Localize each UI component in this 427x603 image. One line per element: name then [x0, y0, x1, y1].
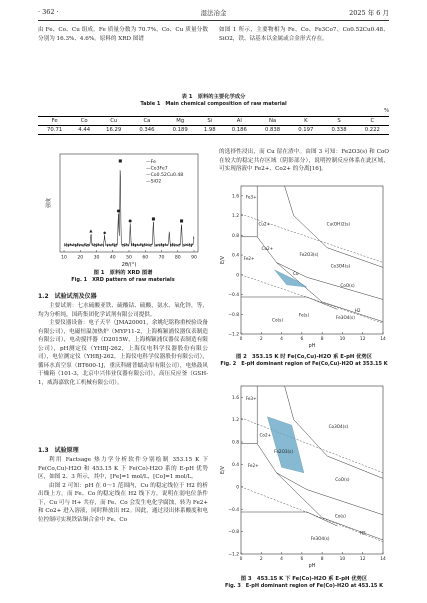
region-label: Fe3+ [245, 396, 257, 401]
table-header-cell: Fe [38, 117, 71, 126]
table-cell: 0.346 [130, 126, 163, 135]
y-tick-label: 0 [236, 273, 239, 279]
y-tick-label: 1.6 [232, 395, 239, 401]
table-header-cell: C [356, 117, 389, 126]
table-cell: 0.338 [322, 126, 355, 135]
region-label: Co3O4(s) [328, 424, 349, 429]
peak-marker: ■ [179, 218, 184, 223]
x-tick-label: 14 [380, 557, 386, 562]
peak-marker: ● [128, 218, 133, 223]
x-tick-label: 10 [339, 557, 346, 562]
region-label: Co2+ [261, 246, 274, 252]
x-tick-label: 6 [300, 557, 304, 562]
intro-right [219, 26, 389, 43]
figure1-caption-zh: 图 1 原料的 XRD 图谱 [93, 270, 153, 276]
table-cell: 0.838 [256, 126, 289, 135]
table-cell: 1.98 [197, 126, 223, 135]
table1-unit: % [383, 108, 389, 114]
region-label: CoO(s) [335, 477, 350, 483]
region-label: Fe2O3(s) [274, 449, 294, 455]
section-1-3-p1: 利用 Factsage 热力学分析软件分别绘制 353.15 K 下 Fe(Co,Cu)-H2O 和 453.15 K 下 Fe(Co)-H2O 系的 E-pH 优势区，如图 2、3 所示，其中，[Fe]=1 mol/L，[Co]=1 mol/L。 [38, 457, 208, 480]
page-header [38, 8, 389, 20]
x-tick-label: 2 [259, 557, 263, 562]
x-tick-label: 40 [109, 255, 116, 261]
region-label: Fe2O3(s) [299, 252, 319, 258]
peak-marker: ■ [118, 157, 123, 163]
x-tick-label: 4 [280, 557, 283, 562]
legend-entry: —Fe [146, 160, 156, 165]
y-axis-label: 强度 [46, 197, 52, 209]
y-axis-label: E/V [221, 256, 226, 264]
region-label: H2 [359, 530, 366, 536]
boundary-line [307, 490, 383, 515]
region-label: Fe(s) [298, 312, 309, 318]
fig2-plot [220, 186, 386, 349]
stable-region-shade [267, 417, 304, 473]
figure2-caption-en: Fig. 2 E-pH dominant region of Fe(Co,Cu)-H2O at 353.15 K [220, 361, 388, 367]
figure1-caption-en: Fig. 1 XRD pattern of raw materials [71, 277, 175, 283]
section-1-3-p2: 由图 2 可知：pH 在 0～1 范围内，Cu 的稳定线位于 H2 的析出线上方，而 Fe、Co 的稳定线在 H2 线下方，说明在弱电位条件下，Cu 可与 H+ 共存，而 Fe、Co 会发生电化学腐蚀，转为 Fe2+ 和 Co2+ 进入溶液，同时释放出 H2。因此，通过浸出体系酸度和电位控制可实现铁钴铜合金中 Fe、Co [38, 482, 208, 523]
x-tick-label: 90 [191, 255, 197, 261]
figure2-caption [219, 354, 389, 368]
table-header-row [38, 117, 389, 126]
y-tick-label: −0.4 [228, 507, 239, 513]
x-tick-label: 14 [380, 337, 386, 342]
region-label: Cu [292, 270, 299, 276]
y-tick-label: 0.8 [232, 233, 239, 239]
figure1-caption [38, 270, 208, 284]
x-tick-label: 8 [320, 557, 324, 562]
right-col-text [219, 148, 389, 174]
y-tick-label: −0.4 [228, 293, 239, 299]
region-label: H2 [354, 307, 361, 313]
peak-marker: ◆ [103, 230, 107, 235]
y-tick-label: 1.6 [232, 194, 239, 200]
peak-marker: ■ [151, 216, 156, 221]
peak-marker: ▲ [89, 228, 93, 233]
y-tick-label: 0.4 [232, 463, 239, 468]
section-heading-1-3: 1.3 试验原理 [38, 447, 79, 454]
figure3-caption-en: Fig. 3 E-pH dominant region of Fe(Co)-H2O at 453.15 K [224, 583, 384, 589]
table-header-cell: Cu [97, 117, 130, 126]
section-1-2-body [38, 302, 208, 387]
y-tick-label: −0.8 [228, 312, 239, 318]
page-number: · 362 · [38, 8, 59, 16]
region-label: Fe2+ [243, 256, 255, 261]
x-tick-label: 80 [174, 255, 181, 261]
table1-caption [38, 94, 389, 108]
y-tick-label: 0.8 [232, 440, 239, 446]
peak-marker: ● [116, 207, 121, 213]
x-tick-label: 6 [300, 337, 304, 342]
y-tick-label: −0.8 [228, 530, 239, 536]
boundary-line [277, 473, 384, 540]
figure3-caption [219, 576, 389, 590]
x-tick-label: 10 [339, 337, 346, 342]
eph-figure-2 [219, 180, 389, 352]
y-tick-label: 0.4 [232, 253, 239, 259]
legend-entry: —Co0.52Cu0.48 [146, 173, 184, 178]
table1-title-zh: 表 1 原料的主要化学成分 [181, 94, 246, 100]
table-header-cell: Si [197, 117, 223, 126]
legend-entry: —SiO2 [146, 179, 162, 185]
o2-line [241, 418, 383, 473]
x-axis-label: pH [308, 344, 316, 349]
y-tick-label: −1.2 [228, 332, 239, 338]
table-header-cell: Al [223, 117, 256, 126]
x-axis-label: 2θ/(°) [121, 262, 137, 268]
section-1-2-p1: 主要试剂：七水硫酸亚铁、硫酸钴、硫酸，氨水、氧化锌，等，均为分析纯，国药集团化学试剂有限公司提供。 [38, 303, 208, 318]
table-cell: 0.197 [289, 126, 322, 135]
x-tick-label: 0 [239, 337, 243, 342]
section-1-2-p2: 主要仪器设备：电子天平（JMA20001，余姚纪铭称重校验设备有限公司），电磁恒温加热炉（MYP11-2，上海梅颖浦仪器仪表制造有限公司），电动搅拌器（D2015W，上海梅颖浦仪器仪表制造有限公司），pH测定仪（YHBJ-262，上海仪电科学仪器股份有限公司），电位测定仪（YHBJ-262，上海仪电科学仪器股份有限公司），循环水真空泵（BT600-1J，重庆科耐普蠕动泵有限公司），电热鼓风干燥箱（101-3，北京中兴伟业仪器有限公司），高压反应釜（GSH-1，威海嘉软化工机械有限公司）。 [38, 320, 208, 386]
x-tick-label: 4 [280, 337, 283, 342]
table-cell: 0.222 [356, 126, 389, 135]
region-label: Co2+ [259, 432, 272, 438]
x-tick-label: 8 [320, 337, 324, 342]
y-axis-label: E/V [221, 466, 226, 474]
x-tick-label: 12 [359, 337, 366, 342]
section-heading-1-2: 1.2 试验试剂及仪器 [38, 293, 97, 300]
table-header-cell: Co [71, 117, 97, 126]
x-tick-label: 12 [359, 557, 366, 562]
table-header-cell: Mg [164, 117, 197, 126]
table-header-cell: Ca [130, 117, 163, 126]
table1-title-en: Table 1 Main chemical composition of raw material [140, 101, 287, 107]
x-tick-label: 20 [77, 255, 84, 261]
table-header-cell: K [289, 117, 322, 126]
x-tick-label: 50 [126, 255, 132, 261]
xrd-plot [45, 154, 198, 268]
section-1-3-body [38, 456, 208, 524]
region-label: Fe2+ [247, 463, 259, 469]
boundary-line [307, 277, 383, 299]
figure3-caption-zh: 图 3 453.15 K 下 Fe(Co)-H2O 系 E-pH 优势区 [240, 576, 368, 582]
y-tick-label: 1.2 [232, 418, 239, 424]
region-label: Fe3O4(s) [336, 315, 355, 321]
region-label: CoO(s) [340, 283, 355, 289]
x-axis-label: pH [308, 564, 316, 569]
legend-entry: —Co3Fe7 [146, 166, 168, 172]
xrd-figure [38, 148, 208, 268]
boundary-line [241, 512, 337, 526]
xrd-pattern [64, 170, 194, 247]
region-label: Cu2+ [258, 221, 271, 227]
table-cell: 0.186 [223, 126, 256, 135]
intro-left-text: 由 Fe、Co、Cu 组成，Fe 质量分数为 70.7%，Co、Cu 质量分数分别为 16.3%、4.6%。原料的 XRD 图谱 [38, 27, 208, 42]
x-tick-label: 70 [158, 255, 165, 261]
plot-frame [60, 154, 198, 252]
issue-date: 2025 年 6 月 [349, 9, 389, 17]
intro-right-text: 如图 1 所示，主要物相为 Fe、Co、Fe3Co7、Co0.52Cu0.48、SiO2，铁、钴基本以金属或合金形式存在。 [219, 27, 389, 42]
x-tick-label: 30 [93, 255, 100, 261]
y-tick-label: 0 [236, 485, 239, 491]
x-tick-label: 0 [239, 557, 243, 562]
x-tick-label: 60 [142, 255, 149, 261]
stable-region-shade [275, 270, 307, 287]
boundary-line [241, 297, 337, 309]
fig3-plot [220, 386, 386, 569]
figure2-caption-zh: 图 2 353.15 K 时 Fe(Co,Cu)-H2O 系 E-pH 优势区 [235, 354, 373, 360]
region-label: Co(s) [334, 513, 346, 519]
eph-figure-3 [219, 380, 389, 572]
table-header-cell: S [322, 117, 355, 126]
region-label: Cu(OH)2(s) [326, 221, 351, 227]
journal-name: 湿法冶金 [200, 9, 227, 17]
composition-table [38, 116, 389, 135]
table-row [38, 126, 389, 135]
x-tick-label: 10 [61, 255, 67, 261]
region-label: Fe3+ [245, 194, 257, 200]
table-cell: 4.44 [71, 126, 97, 135]
right-col-p1: 的选择性浸出，而 Cu 留在渣中。由图 3 可知：Fe2O3(s) 和 CoO 在较大的稳定共存区域（阴影部分），说明控制反应体系在此区域，可实现溶液中 Fe2+、Co2+ 的分离[16]。 [219, 149, 389, 172]
region-label: Co(s) [272, 317, 283, 323]
table-header-cell: Na [256, 117, 289, 126]
intro-left [38, 26, 208, 43]
table-cell: 70.71 [38, 126, 71, 135]
region-label: Co3O4(s) [330, 263, 351, 269]
boundary-line [285, 186, 294, 216]
y-tick-label: −1.2 [228, 552, 239, 558]
x-tick-label: 2 [259, 337, 263, 342]
table-cell: 16.29 [97, 126, 130, 135]
table-cell: 0.189 [164, 126, 197, 135]
y-tick-label: 1.2 [232, 214, 239, 220]
region-label: Fe3O4(s) [310, 536, 330, 541]
boundary-line [285, 386, 294, 420]
header-rule [38, 20, 389, 21]
